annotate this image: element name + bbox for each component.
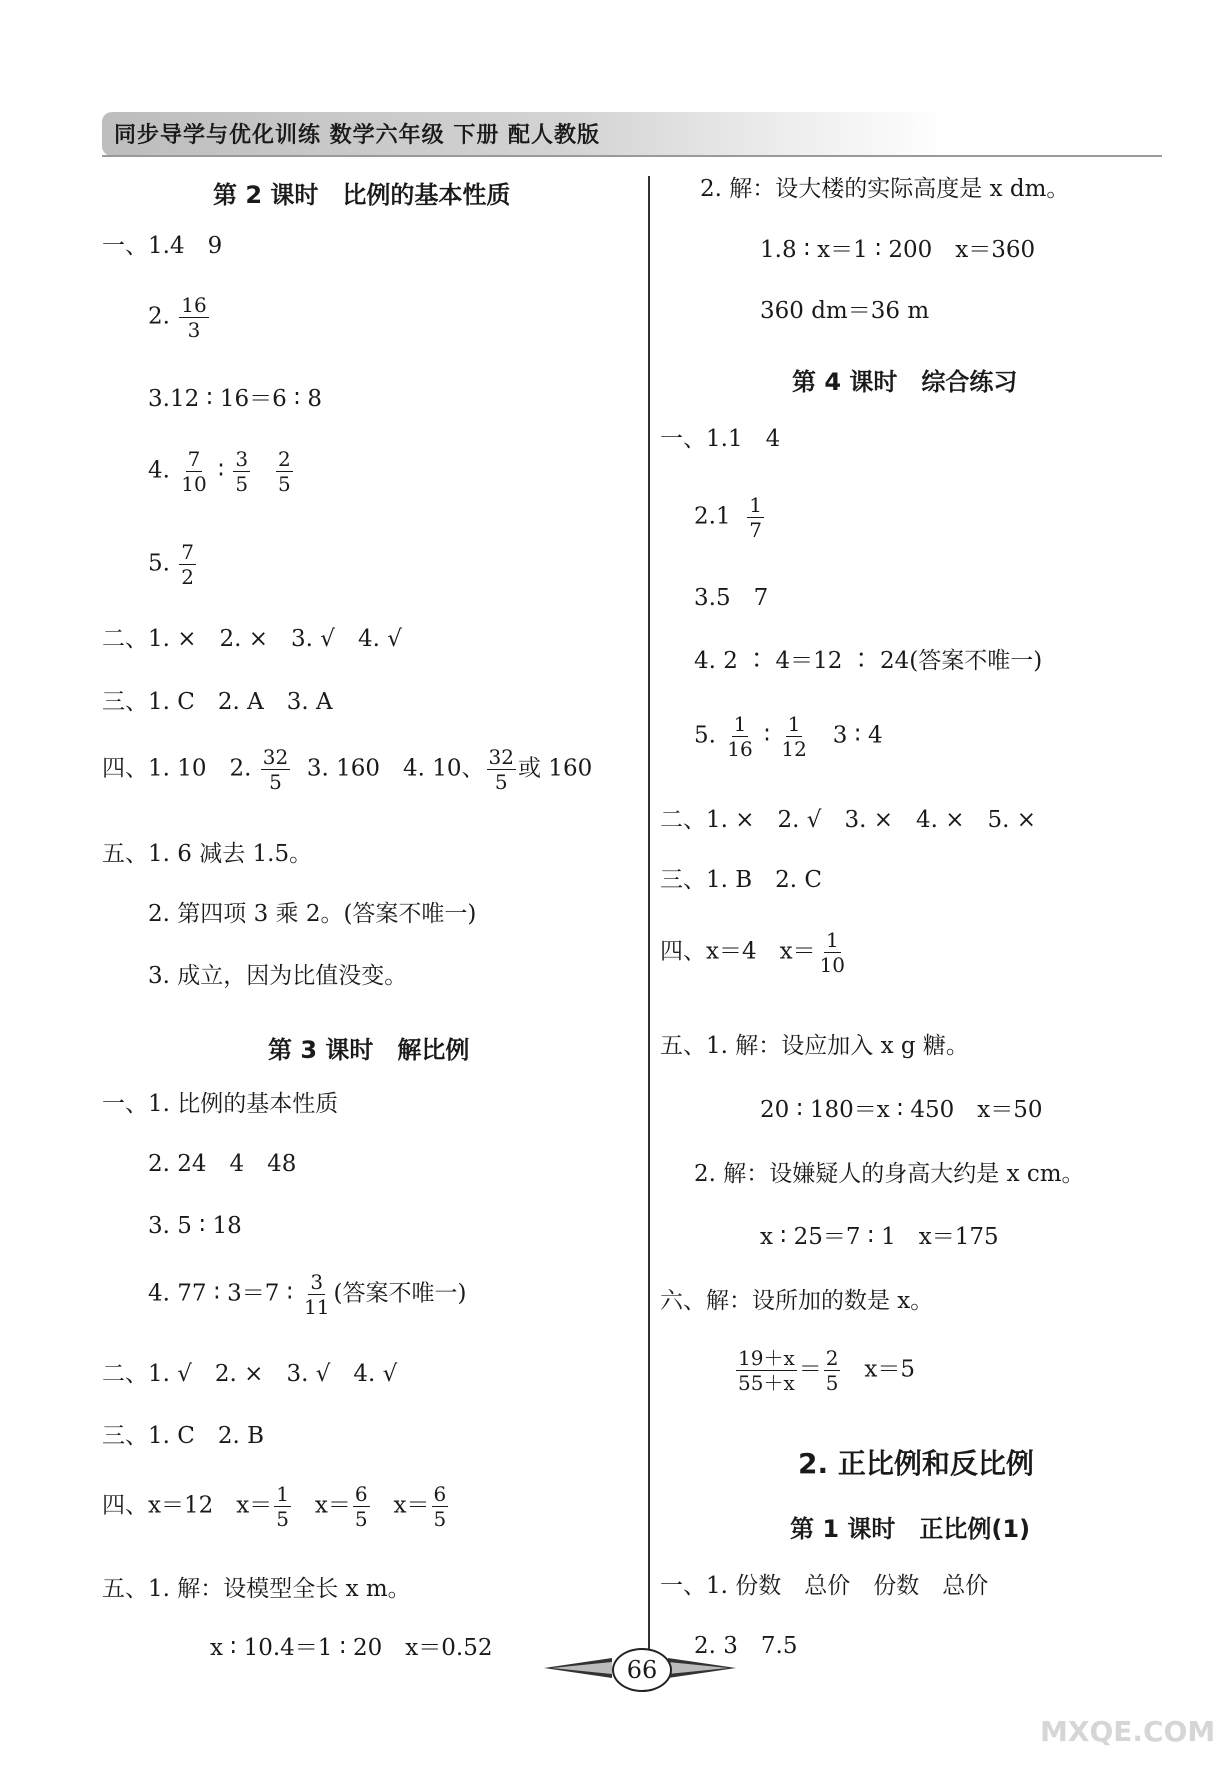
l4-section-5-2: 2. 解：设嫌疑人的身高大约是 x cm。 <box>694 1161 1085 1187</box>
l3-section-1-1: 一、1. 比例的基本性质 <box>102 1091 339 1117</box>
l3-section-5-1: 五、1. 解：设模型全长 x m。 <box>102 1576 411 1602</box>
l4-section-4: 四、x＝4 x＝ $\frac{1}{10}$ <box>660 928 846 977</box>
l2-section-5-2: 2. 第四项 3 乘 2。(答案不唯一) <box>148 901 477 927</box>
l3-section-5-1-eq: x ∶ 10.4＝1 ∶ 20 x＝0.52 <box>210 1635 493 1661</box>
heading-proportion-lesson-1: 第 1 课时 正比例(1) <box>790 1515 1031 1543</box>
l2-section-2: 二、1. × 2. × 3. √ 4. √ <box>102 626 402 652</box>
c1-section-1-1: 一、1. 份数 总价 份数 总价 <box>660 1573 989 1599</box>
l3-section-1-2: 2. 24 4 48 <box>148 1151 297 1177</box>
l2-section-5-1: 五、1. 6 减去 1.5。 <box>102 841 313 867</box>
c1-section-1-2: 2. 3 7.5 <box>694 1633 798 1659</box>
l2-section-1: 一、1.4 9 <box>102 233 223 259</box>
l2-item-5: 5. $\frac{7}{2}$ <box>148 540 194 589</box>
l4-section-5-1: 五、1. 解：设应加入 x g 糖。 <box>660 1033 969 1059</box>
l2-item-3: 3.12 ∶ 16＝6 ∶ 8 <box>148 386 322 412</box>
r-top-q2: 2. 解：设大楼的实际高度是 x dm。 <box>700 176 1070 202</box>
l4-item-2: 2.1 $\frac{1}{7}$ <box>694 493 762 542</box>
l2-item-4: 4. $\frac{7}{10}$ ∶ $\frac{3}{5}$ $\frac{2}{5}$ <box>148 447 291 496</box>
heading-lesson-4: 第 4 课时 综合练习 <box>792 368 1018 396</box>
l4-section-6-eq: $\frac{19+x}{55+x}$ ＝ $\frac{2}{5}$ x＝5 <box>738 1346 916 1395</box>
l2-item-2: 2. $\frac{16}{3}$ <box>148 293 207 342</box>
l3-section-3: 三、1. C 2. B <box>102 1423 265 1449</box>
l3-section-2: 二、1. √ 2. × 3. √ 4. √ <box>102 1361 398 1387</box>
l4-item-4: 4. 2 ∶ 4＝12 ∶ 24(答案不唯一) <box>694 648 1043 674</box>
heading-lesson-3: 第 3 课时 解比例 <box>268 1036 470 1064</box>
l4-section-3: 三、1. B 2. C <box>660 867 823 893</box>
column-divider <box>648 176 650 1666</box>
l4-section-2: 二、1. × 2. √ 3. × 4. × 5. × <box>660 807 1037 833</box>
fraction: $\frac{16}{3}$ <box>181 293 207 342</box>
l3-section-1-3: 3. 5 ∶ 18 <box>148 1213 242 1239</box>
watermark-logo: MXQE.COM <box>1040 1715 1216 1748</box>
l3-section-1-4: 4. 77 ∶ 3＝7 ∶ $\frac{3}{11}$ (答案不唯一) <box>148 1270 467 1319</box>
page-number: 66 <box>612 1648 672 1692</box>
l2-section-3: 三、1. C 2. A 3. A <box>102 689 333 715</box>
l4-item-5: 5. $\frac{1}{16}$ ∶ $\frac{1}{12}$ 3 ∶ 4 <box>694 712 883 761</box>
r-top-q2-eq: 1.8 ∶ x＝1 ∶ 200 x＝360 <box>760 237 1036 263</box>
l2-section-5-3: 3. 成立，因为比值没变。 <box>148 963 408 989</box>
heading-lesson-2: 第 2 课时 比例的基本性质 <box>213 181 511 209</box>
l4-section-6: 六、解：设所加的数是 x。 <box>660 1288 934 1314</box>
l4-item-3: 3.5 7 <box>694 585 769 611</box>
l3-section-4: 四、x＝12 x＝ $\frac{1}{5}$ x＝ $\frac{6}{5}$ x＝ $\frac{6}{5}$ <box>102 1482 447 1531</box>
header-rule <box>102 155 1162 157</box>
l4-section-5-1-eq: 20 ∶ 180＝x ∶ 450 x＝50 <box>760 1097 1043 1123</box>
l2-section-4: 四、1. 10 2. $\frac{32}{5}$ 3. 160 4. 10、 $\frac{32}{5}$ 或 160 <box>102 745 593 794</box>
r-top-q2-conv: 360 dm＝36 m <box>760 298 930 324</box>
l4-section-1: 一、1.1 4 <box>660 426 781 452</box>
l4-section-5-2-eq: x ∶ 25＝7 ∶ 1 x＝175 <box>760 1224 999 1250</box>
page-number-ornament <box>540 1648 740 1690</box>
book-title: 同步导学与优化训练 数学六年级 下册 配人教版 <box>114 123 600 148</box>
chapter-heading: 2. 正比例和反比例 <box>798 1447 1034 1480</box>
